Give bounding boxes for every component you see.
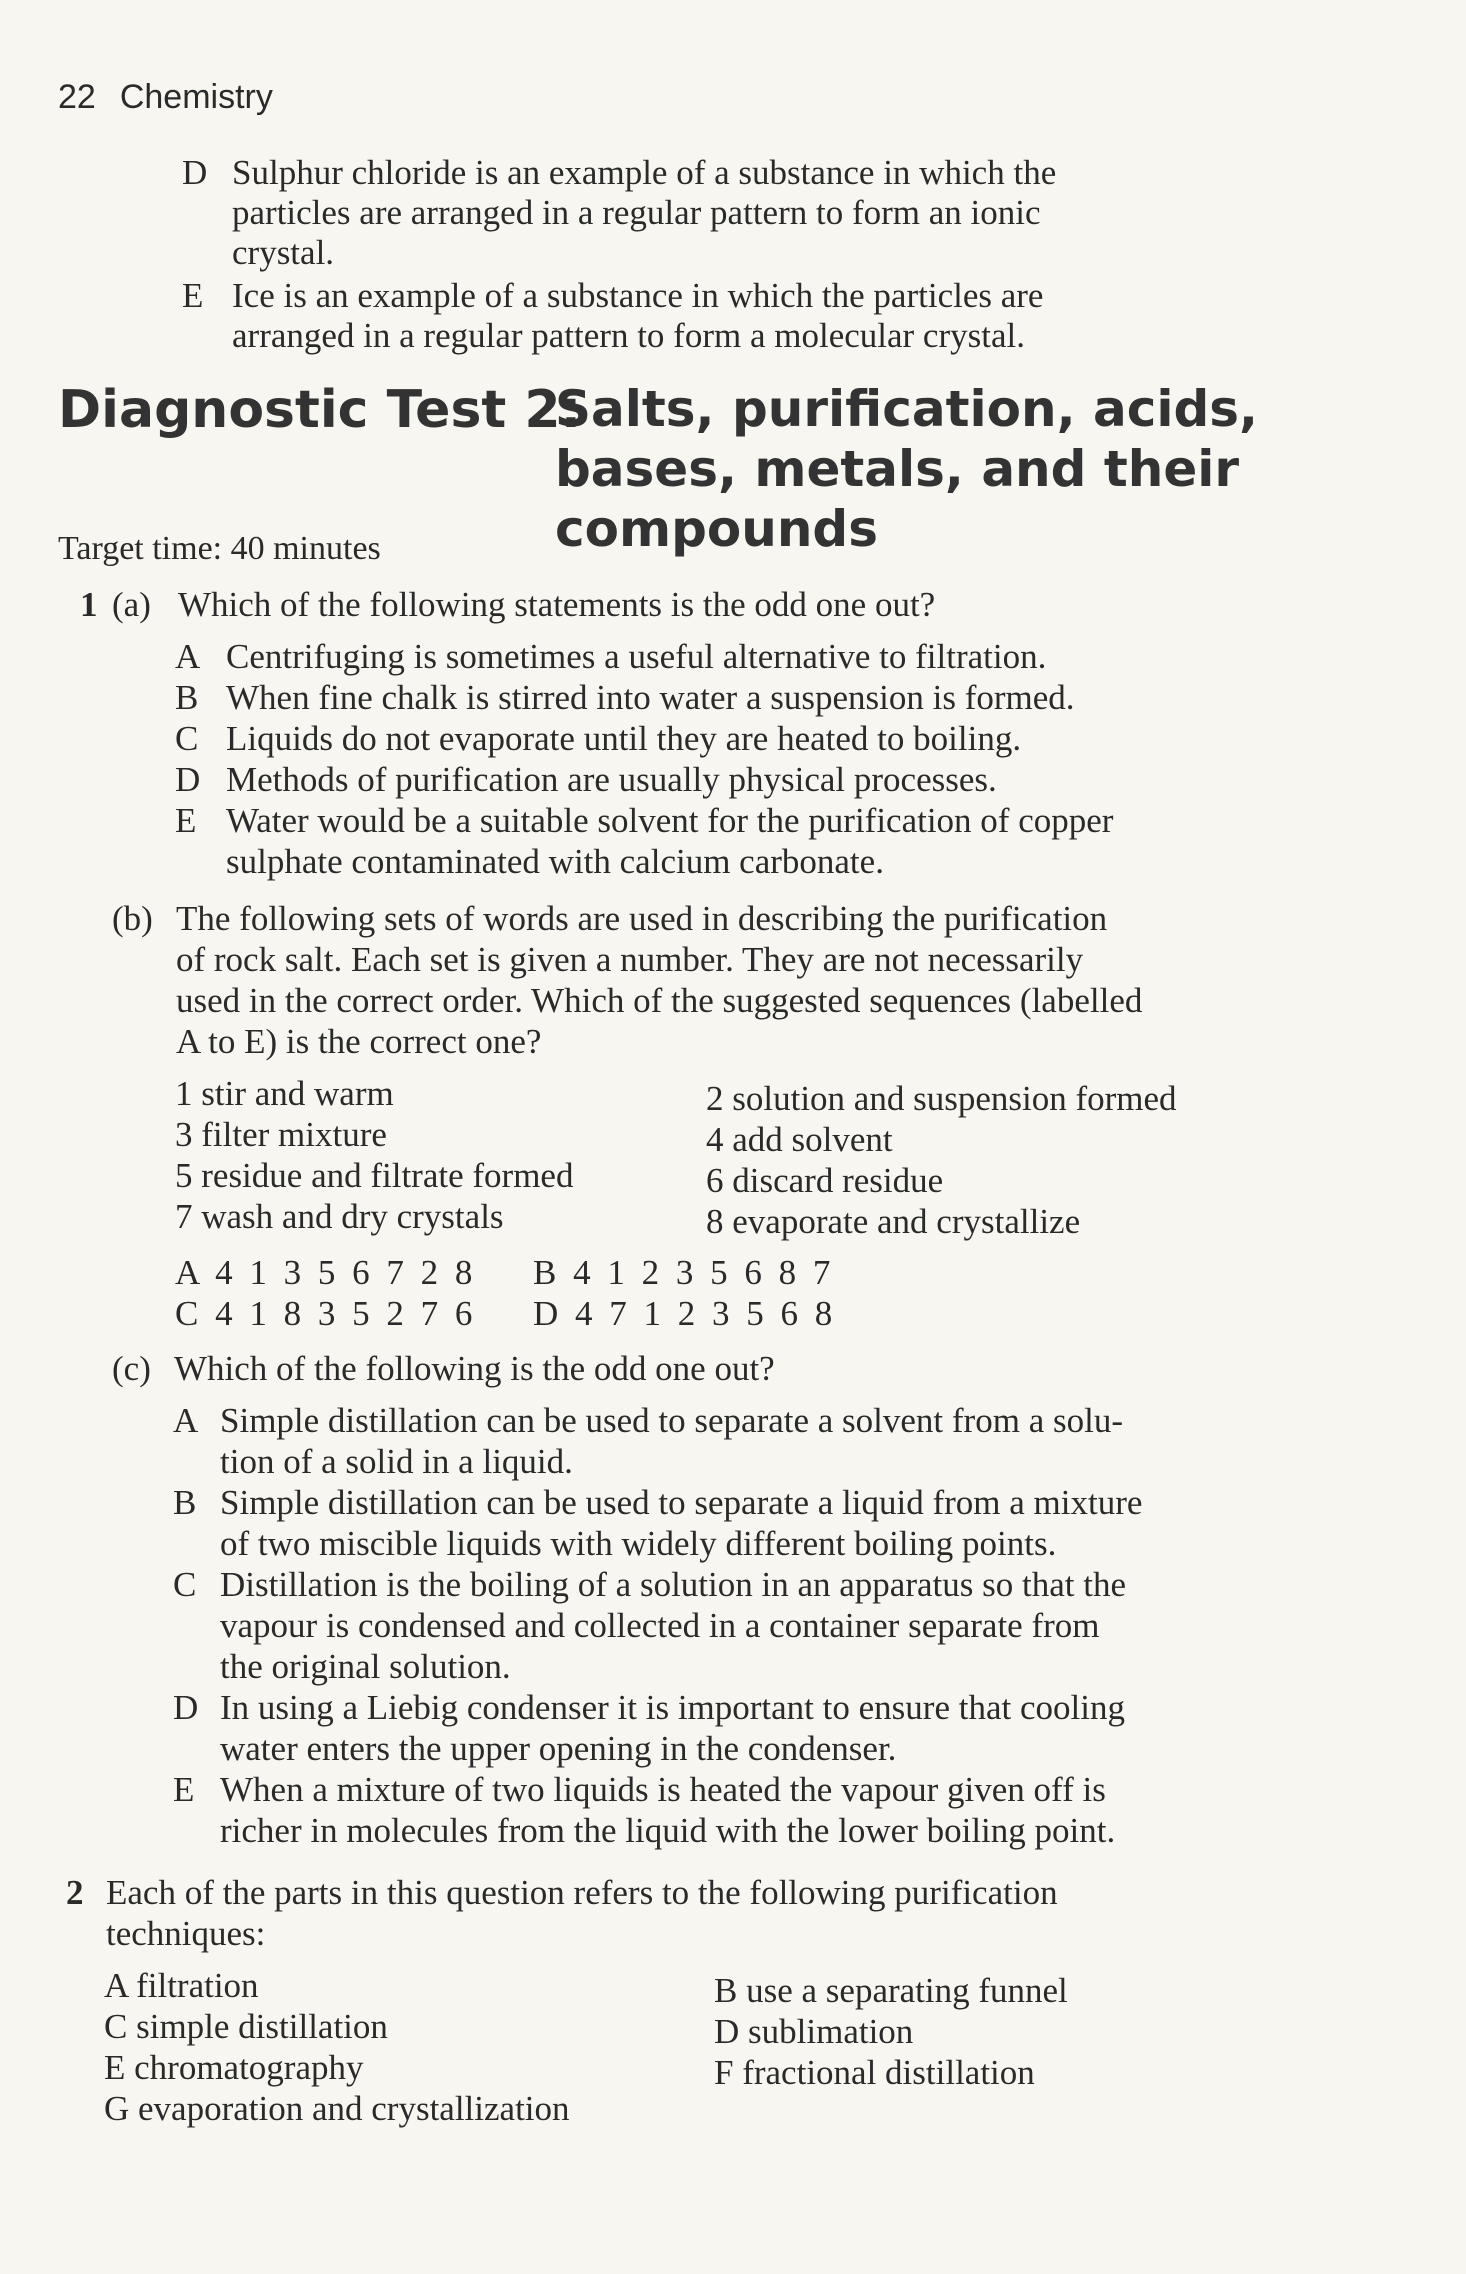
technique-item: G evaporation and crystallization bbox=[104, 2089, 570, 2128]
option-label: A bbox=[175, 637, 201, 676]
test-title-line: Salts, purification, acids, bbox=[555, 380, 1259, 438]
option-line: Sulphur chloride is an example of a substance in which the bbox=[232, 153, 1057, 192]
technique-item: A filtration bbox=[104, 1966, 259, 2005]
technique-item: D sublimation bbox=[714, 2012, 914, 2051]
sequence-option: B 4 1 2 3 5 6 8 7 bbox=[533, 1253, 835, 1292]
option-line: water enters the upper opening in the condenser. bbox=[220, 1729, 897, 1768]
option-label: E bbox=[175, 801, 197, 840]
option-line: In using a Liebig condenser it is important to ensure that cooling bbox=[220, 1688, 1125, 1727]
step-item: 8 evaporate and crystallize bbox=[706, 1202, 1081, 1241]
option-label: A bbox=[173, 1401, 199, 1440]
test-title-line: bases, metals, and their bbox=[555, 440, 1240, 498]
option-line: tion of a solid in a liquid. bbox=[220, 1442, 573, 1481]
option-label: D bbox=[173, 1688, 199, 1727]
option-label: D bbox=[182, 153, 208, 192]
option-line: the original solution. bbox=[220, 1647, 511, 1686]
stem-line: Each of the parts in this question refers to the following purification bbox=[106, 1873, 1058, 1912]
part-label: (c) bbox=[112, 1349, 151, 1388]
option-line: When a mixture of two liquids is heated the vapour given off is bbox=[220, 1770, 1106, 1809]
technique-item: E chromatography bbox=[104, 2048, 364, 2087]
option-line: Simple distillation can be used to separate a liquid from a mixture bbox=[220, 1483, 1143, 1522]
sequence-option: A 4 1 3 5 6 7 2 8 bbox=[175, 1253, 477, 1292]
sequence-option: D 4 7 1 2 3 5 6 8 bbox=[533, 1294, 837, 1333]
target-time: Target time: 40 minutes bbox=[58, 530, 381, 567]
sequence-option: C 4 1 8 3 5 2 7 6 bbox=[175, 1294, 477, 1333]
option-line: When fine chalk is stirred into water a suspension is formed. bbox=[226, 678, 1075, 717]
option-line: of two miscible liquids with widely different boiling points. bbox=[220, 1524, 1057, 1563]
stem-line: A to E) is the correct one? bbox=[176, 1022, 542, 1061]
question-number: 2 bbox=[66, 1873, 84, 1912]
option-label: B bbox=[175, 678, 199, 717]
option-line: Water would be a suitable solvent for the purification of copper bbox=[226, 801, 1114, 840]
page-number: 22 bbox=[58, 78, 96, 116]
option-line: Liquids do not evaporate until they are heated to boiling. bbox=[226, 719, 1022, 758]
test-title-prefix: Diagnostic Test 2: bbox=[58, 380, 582, 440]
option-label: E bbox=[182, 276, 204, 315]
technique-item: B use a separating funnel bbox=[714, 1971, 1068, 2010]
option-line: sulphate contaminated with calcium carbonate. bbox=[226, 842, 884, 881]
option-label: B bbox=[173, 1483, 197, 1522]
option-line: arranged in a regular pattern to form a molecular crystal. bbox=[232, 316, 1025, 355]
option-line: particles are arranged in a regular pattern to form an ionic bbox=[232, 193, 1041, 232]
option-label: C bbox=[173, 1565, 197, 1604]
question-stem: Which of the following statements is the odd one out? bbox=[178, 585, 936, 624]
test-title-line: compounds bbox=[555, 500, 878, 558]
option-line: Methods of purification are usually physical processes. bbox=[226, 760, 997, 799]
part-label: (a) bbox=[112, 585, 151, 624]
option-line: Centrifuging is sometimes a useful alternative to filtration. bbox=[226, 637, 1047, 676]
option-line: crystal. bbox=[232, 233, 335, 272]
technique-item: C simple distillation bbox=[104, 2007, 388, 2046]
step-item: 5 residue and filtrate formed bbox=[175, 1156, 574, 1195]
stem-line: The following sets of words are used in describing the purification bbox=[176, 899, 1108, 938]
step-item: 2 solution and suspension formed bbox=[706, 1079, 1177, 1118]
question-number: 1 bbox=[80, 585, 98, 624]
stem-line: used in the correct order. Which of the suggested sequences (labelled bbox=[176, 981, 1143, 1020]
stem-line: techniques: bbox=[106, 1914, 266, 1953]
option-line: richer in molecules from the liquid with the lower boiling point. bbox=[220, 1811, 1116, 1850]
step-item: 7 wash and dry crystals bbox=[175, 1197, 504, 1236]
step-item: 1 stir and warm bbox=[175, 1074, 394, 1113]
technique-item: F fractional distillation bbox=[714, 2053, 1035, 2092]
option-label: C bbox=[175, 719, 199, 758]
page-header bbox=[58, 78, 273, 117]
stem-line: of rock salt. Each set is given a number. They are not necessarily bbox=[176, 940, 1084, 979]
option-line: Ice is an example of a substance in which the particles are bbox=[232, 276, 1044, 315]
question-stem: Which of the following is the odd one out? bbox=[174, 1349, 775, 1388]
step-item: 6 discard residue bbox=[706, 1161, 944, 1200]
option-line: Simple distillation can be used to separate a solvent from a solu- bbox=[220, 1401, 1123, 1440]
step-item: 4 add solvent bbox=[706, 1120, 893, 1159]
subject-title: Chemistry bbox=[119, 78, 273, 116]
option-line: Distillation is the boiling of a solution in an apparatus so that the bbox=[220, 1565, 1126, 1604]
option-label: D bbox=[175, 760, 201, 799]
option-label: E bbox=[173, 1770, 195, 1809]
step-item: 3 filter mixture bbox=[175, 1115, 387, 1154]
part-label: (b) bbox=[112, 899, 153, 938]
option-line: vapour is condensed and collected in a container separate from bbox=[220, 1606, 1100, 1645]
